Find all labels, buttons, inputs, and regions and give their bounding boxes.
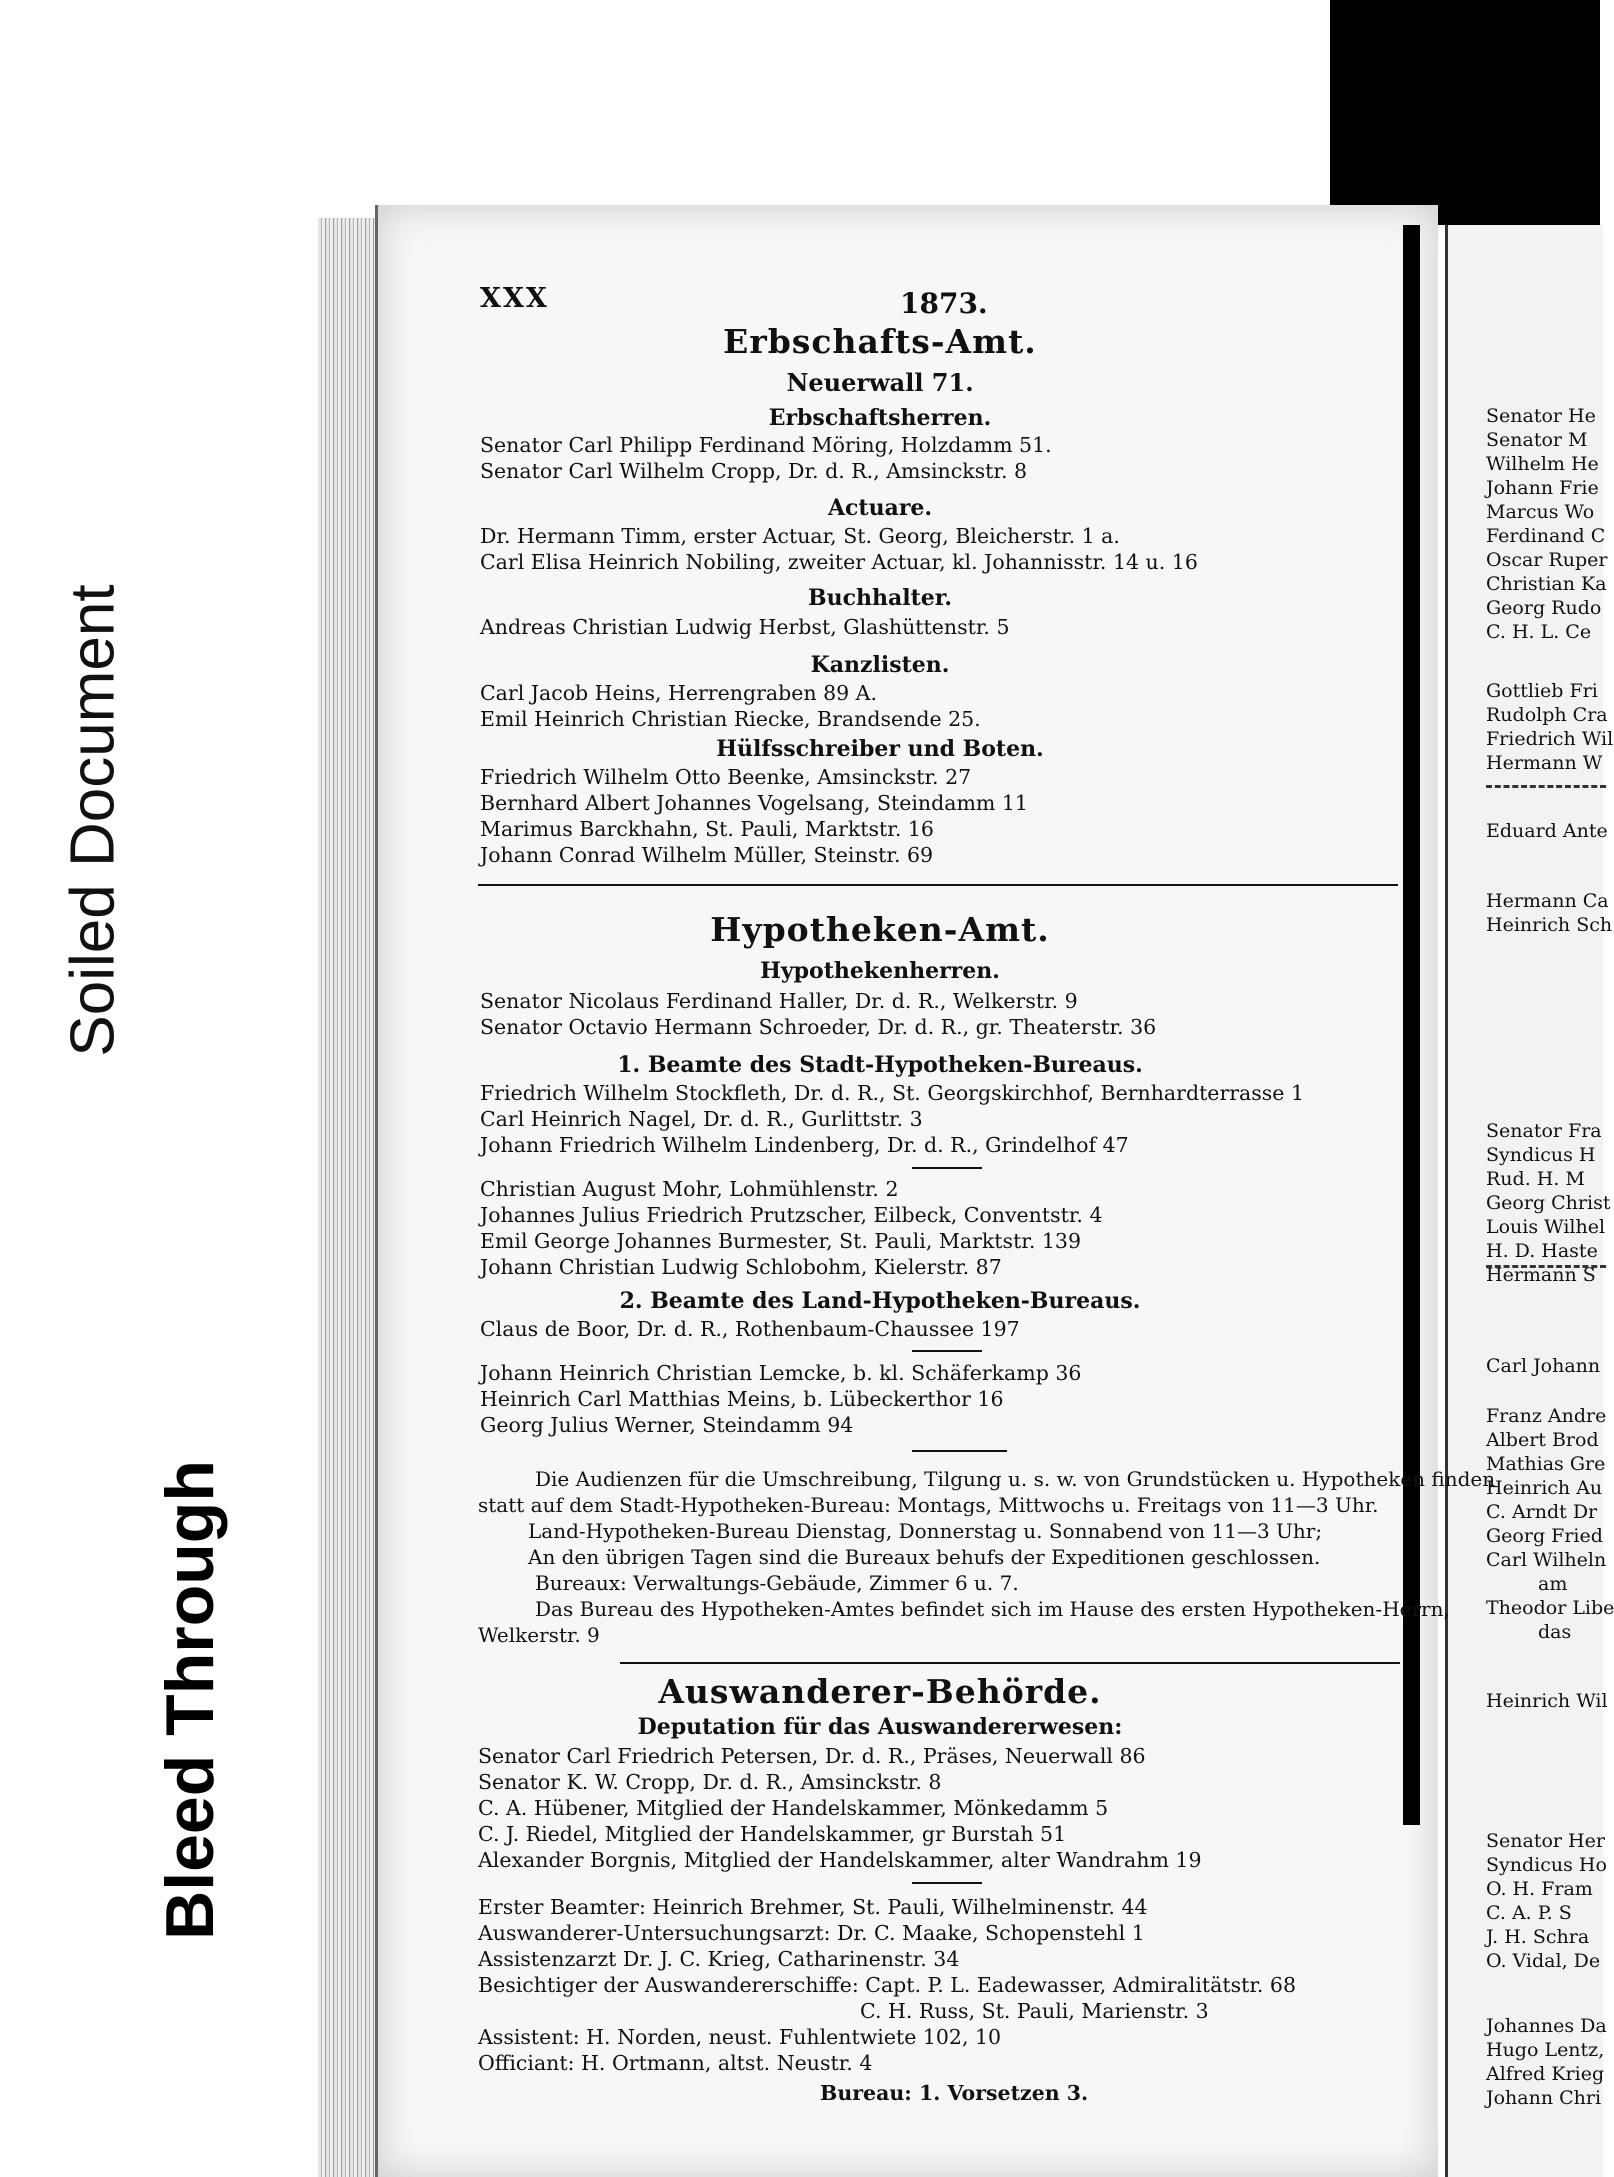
kanzlisten-heading: Kanzlisten. xyxy=(810,652,950,678)
facing-page-line: Wilhelm He xyxy=(1486,453,1599,475)
facing-page-line: Eduard Ante xyxy=(1486,820,1608,842)
list-item: Johann Friedrich Wilhelm Lindenberg, Dr. d. R., Grindelhof 47 xyxy=(480,1133,1129,1157)
facing-page-line: Alfred Krieg xyxy=(1486,2063,1605,2085)
list-item: Senator Carl Wilhelm Cropp, Dr. d. R., Amsinckstr. 8 xyxy=(480,459,1028,483)
facing-page-line: Ferdinand C xyxy=(1486,525,1606,547)
bleed-through-label xyxy=(135,1390,245,2010)
facing-page-dash xyxy=(1486,1265,1606,1268)
actuare-heading: Actuare. xyxy=(827,495,933,521)
facing-page-line: Carl Wilheln xyxy=(1486,1549,1607,1571)
auswanderer-title: Auswanderer-Behörde. xyxy=(658,1672,1102,1711)
page-number: XXX xyxy=(480,283,549,314)
notice-line: An den übrigen Tagen sind die Bureaux behufs der Expeditionen geschlossen. xyxy=(528,1545,1321,1569)
hypotheken-title: Hypotheken-Amt. xyxy=(710,910,1050,949)
facing-page-line: Georg Rudo xyxy=(1486,597,1602,619)
soiled-document-text: Soiled Document xyxy=(58,583,128,1057)
erbschaft-address: Neuerwall 71. xyxy=(786,368,974,397)
list-item: Alexander Borgnis, Mitglied der Handelskammer, alter Wandrahm 19 xyxy=(478,1848,1202,1872)
list-item: Senator Octavio Hermann Schroeder, Dr. d. R., gr. Theaterstr. 36 xyxy=(480,1015,1157,1039)
facing-page-line: Syndicus H xyxy=(1486,1144,1596,1166)
facing-page-line: Franz Andre xyxy=(1486,1405,1607,1427)
list-item: Emil George Johannes Burmester, St. Pauli, Marktstr. 139 xyxy=(480,1229,1082,1253)
list-item: Johann Christian Ludwig Schlobohm, Kielerstr. 87 xyxy=(480,1255,1002,1279)
list-item: C. H. Russ, St. Pauli, Marienstr. 3 xyxy=(860,1999,1209,2023)
facing-page-line: C. Arndt Dr xyxy=(1486,1501,1598,1523)
facing-page-line: Heinrich Wil xyxy=(1486,1690,1608,1712)
list-item: Georg Julius Werner, Steindamm 94 xyxy=(480,1413,854,1437)
list-item: Carl Jacob Heins, Herrengraben 89 A. xyxy=(480,681,877,705)
facing-page-line: H. D. Haste xyxy=(1486,1240,1598,1262)
list-item: Carl Heinrich Nagel, Dr. d. R., Gurlittstr. 3 xyxy=(480,1107,923,1131)
list-item: Carl Elisa Heinrich Nobiling, zweiter Actuar, kl. Johannisstr. 14 u. 16 xyxy=(480,550,1198,574)
facing-page-line: Rud. H. M xyxy=(1486,1168,1585,1190)
facing-page-line: Friedrich Wil xyxy=(1486,728,1614,750)
list-item: Dr. Hermann Timm, erster Actuar, St. Georg, Bleicherstr. 1 a. xyxy=(480,524,1120,548)
list-item: Bernhard Albert Johannes Vogelsang, Steindamm 11 xyxy=(480,791,1028,815)
facing-page-line: Syndicus Ho xyxy=(1486,1854,1607,1876)
facing-page-line: C. H. L. Ce xyxy=(1486,621,1592,643)
list-item: Besichtiger der Auswandererschiffe: Capt. P. L. Eadewasser, Admiralitätstr. 68 xyxy=(478,1973,1297,1997)
notice-line: Welkerstr. 9 xyxy=(478,1623,600,1647)
list-item: Assistent: H. Norden, neust. Fuhlentwiete 102, 10 xyxy=(478,2025,1002,2049)
facing-page-line: Heinrich Sch xyxy=(1486,914,1613,936)
facing-page-line: O. Vidal, De xyxy=(1486,1950,1601,1972)
notice-line: Land-Hypotheken-Bureau Dienstag, Donnerstag u. Sonnabend von 11—3 Uhr; xyxy=(528,1519,1323,1543)
bureau-line: Bureau: 1. Vorsetzen 3. xyxy=(820,2081,1089,2105)
list-item: Senator Carl Friedrich Petersen, Dr. d. R., Präses, Neuerwall 86 xyxy=(478,1744,1146,1768)
facing-page-line: C. A. P. S xyxy=(1486,1902,1572,1924)
facing-page-line: Georg Christ xyxy=(1486,1192,1611,1214)
short-divider xyxy=(912,1350,982,1352)
facing-page-line: Senator Fra xyxy=(1486,1120,1602,1142)
list-item: Emil Heinrich Christian Riecke, Brandsende 25. xyxy=(480,707,981,731)
facing-page-line: Christian Ka xyxy=(1486,573,1607,595)
notice-line: Das Bureau des Hypotheken-Amtes befindet sich im Hause des ersten Hypotheken-Herrn, xyxy=(535,1597,1450,1621)
list-item: Auswanderer-Untersuchungsarzt: Dr. C. Maake, Schopenstehl 1 xyxy=(478,1921,1145,1945)
section-divider xyxy=(478,884,1398,886)
facing-page-line: Oscar Ruper xyxy=(1486,549,1608,571)
facing-page-line: Hermann S xyxy=(1486,1264,1596,1286)
list-item: Claus de Boor, Dr. d. R., Rothenbaum-Chaussee 197 xyxy=(480,1317,1020,1341)
facing-page-line: Senator Her xyxy=(1486,1830,1605,1852)
page-year: 1873. xyxy=(900,287,988,320)
book-page-edges xyxy=(318,218,380,2177)
list-item: Senator Nicolaus Ferdinand Haller, Dr. d. R., Welkerstr. 9 xyxy=(480,989,1078,1013)
facing-page-line: Johann Frie xyxy=(1486,477,1599,499)
scan-black-strip xyxy=(1403,225,1420,1825)
facing-page-line: Louis Wilhel xyxy=(1486,1216,1606,1238)
list-item: Senator K. W. Cropp, Dr. d. R., Amsinckstr. 8 xyxy=(478,1770,942,1794)
notice-line: Die Audienzen für die Umschreibung, Tilgung u. s. w. von Grundstücken u. Hypotheken finden xyxy=(535,1467,1496,1491)
short-divider xyxy=(912,1167,982,1169)
list-item: Erster Beamter: Heinrich Brehmer, St. Pauli, Wilhelminenstr. 44 xyxy=(478,1895,1148,1919)
land-bureau-heading: 2. Beamte des Land-Hypotheken-Bureaus. xyxy=(619,1288,1141,1314)
list-item: Johannes Julius Friedrich Prutzscher, Eilbeck, Conventstr. 4 xyxy=(480,1203,1103,1227)
scan-black-border xyxy=(1330,0,1600,225)
facing-page-line: Senator He xyxy=(1486,405,1596,427)
facing-page-line: Johann Chri xyxy=(1486,2087,1602,2109)
facing-page-line: Heinrich Au xyxy=(1486,1477,1603,1499)
facing-page-line: Marcus Wo xyxy=(1486,501,1595,523)
facing-page-line: Georg Fried xyxy=(1486,1525,1603,1547)
notice-line: statt auf dem Stadt-Hypotheken-Bureau: Montags, Mittwochs u. Freitags von 11—3 Uhr. xyxy=(478,1493,1379,1517)
list-item: Friedrich Wilhelm Otto Beenke, Amsinckstr. 27 xyxy=(480,765,972,789)
buchhalter-heading: Buchhalter. xyxy=(808,585,952,611)
list-item: Christian August Mohr, Lohmühlenstr. 2 xyxy=(480,1177,899,1201)
list-item: Andreas Christian Ludwig Herbst, Glashüttenstr. 5 xyxy=(480,615,1010,639)
list-item: Johann Heinrich Christian Lemcke, b. kl. Schäferkamp 36 xyxy=(480,1361,1082,1385)
notice-line: Bureaux: Verwaltungs-Gebäude, Zimmer 6 u. 7. xyxy=(535,1571,1019,1595)
facing-page-line: Hermann Ca xyxy=(1486,890,1609,912)
hypotheken-herren-heading: Hypothekenherren. xyxy=(760,958,1000,984)
facing-page-line: J. H. Schra xyxy=(1486,1926,1590,1948)
section-divider xyxy=(620,1662,1400,1664)
list-item: C. J. Riedel, Mitglied der Handelskammer, gr Burstah 51 xyxy=(478,1822,1067,1846)
facing-page-line: Hugo Lentz, xyxy=(1486,2039,1605,2061)
facing-page-line: Senator M xyxy=(1486,429,1588,451)
facing-page-line: Hermann W xyxy=(1486,752,1603,774)
facing-page-dash xyxy=(1486,785,1606,788)
soiled-document-label xyxy=(38,510,148,1130)
deputation-heading: Deputation für das Auswandererwesen: xyxy=(637,1714,1123,1740)
short-divider xyxy=(912,1882,982,1884)
facing-page-line: Albert Brod xyxy=(1486,1429,1599,1451)
list-item: Johann Conrad Wilhelm Müller, Steinstr. 69 xyxy=(480,843,934,867)
facing-page-line: Gottlieb Fri xyxy=(1486,680,1598,702)
stadt-bureau-heading: 1. Beamte des Stadt-Hypotheken-Bureaus. xyxy=(617,1052,1143,1078)
bleed-through-text: Bleed Through xyxy=(152,1460,229,1940)
erbschaft-title: Erbschafts-Amt. xyxy=(723,322,1037,361)
list-item: C. A. Hübener, Mitglied der Handelskammer, Mönkedamm 5 xyxy=(478,1796,1109,1820)
facing-page-line: Rudolph Cra xyxy=(1486,704,1608,726)
facing-page-line: O. H. Fram xyxy=(1486,1878,1593,1900)
facing-page-line: Theodor Libe xyxy=(1486,1597,1614,1619)
facing-page-line: am xyxy=(1538,1573,1568,1595)
list-item: Senator Carl Philipp Ferdinand Möring, Holzdamm 51. xyxy=(480,433,1052,457)
list-item: Friedrich Wilhelm Stockfleth, Dr. d. R., St. Georgskirchhof, Bernhardterrasse 1 xyxy=(480,1081,1304,1105)
list-item: Officiant: H. Ortmann, altst. Neustr. 4 xyxy=(478,2051,873,2075)
facing-page-line: das xyxy=(1538,1621,1572,1643)
facing-page-line: Johannes Da xyxy=(1486,2015,1607,2037)
list-item: Heinrich Carl Matthias Meins, b. Lübeckerthor 16 xyxy=(480,1387,1004,1411)
facing-page-line: Mathias Gre xyxy=(1486,1453,1606,1475)
facing-page-fragment xyxy=(1445,225,1614,2177)
short-divider xyxy=(912,1450,1007,1452)
list-item: Assistenzarzt Dr. J. C. Krieg, Catharinenstr. 34 xyxy=(478,1947,960,1971)
list-item: Marimus Barckhahn, St. Pauli, Marktstr. 16 xyxy=(480,817,934,841)
erbschaft-herren-heading: Erbschaftsherren. xyxy=(768,405,992,431)
facing-page-line: Carl Johann xyxy=(1486,1355,1601,1377)
boten-heading: Hülfsschreiber und Boten. xyxy=(716,736,1044,762)
